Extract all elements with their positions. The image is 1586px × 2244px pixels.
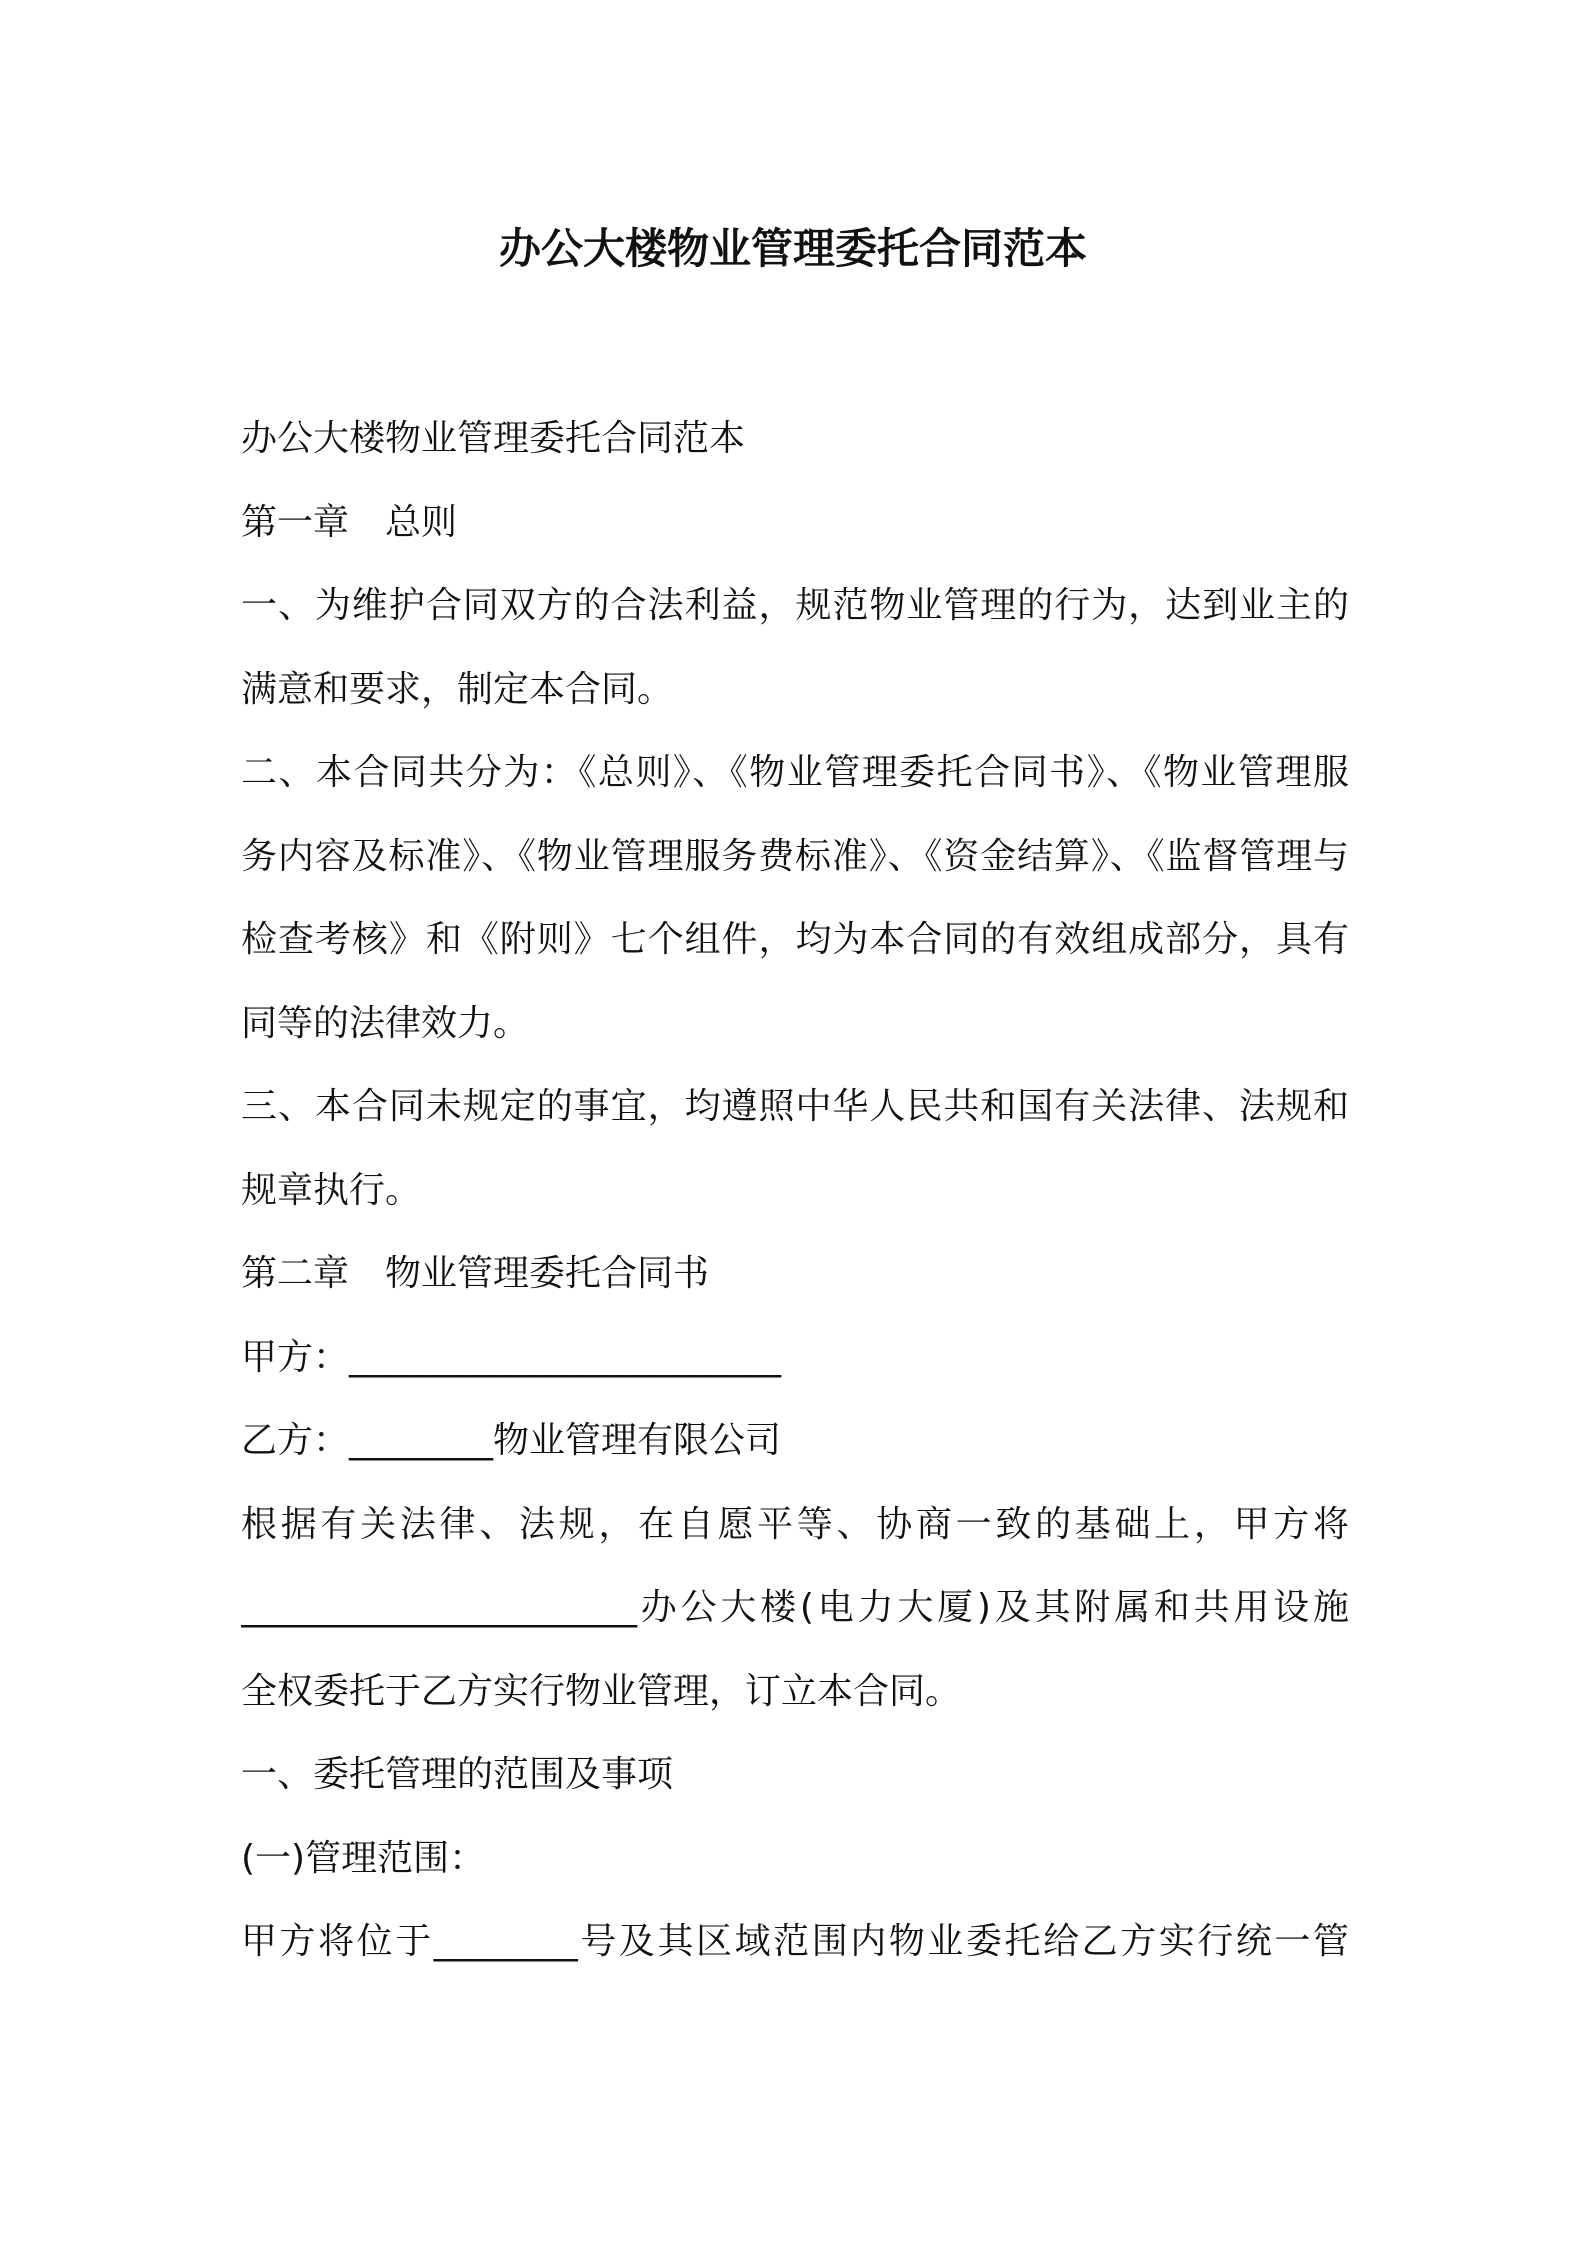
- document-line: 检查考核》和《附则》七个组件，均为本合同的有效组成部分，具有: [241, 919, 1349, 960]
- document-line: 甲方：________________________: [241, 1336, 782, 1378]
- document-line: 同等的法律效力。: [241, 1002, 530, 1044]
- document-line: 第二章 物业管理委托合同书: [241, 1253, 710, 1294]
- document-line: 全权委托于乙方实行物业管理，订立本合同。: [241, 1670, 962, 1712]
- document-line: 办公大楼物业管理委托合同范本: [241, 418, 746, 459]
- document-line: 第一章 总则: [241, 501, 458, 543]
- document-line: 根据有关法律、法规，在自愿平等、协商一致的基础上，甲方将: [241, 1503, 1349, 1545]
- document-line: 甲方将位于________号及其区域范围内物业委托给乙方实行统一管: [241, 1921, 1349, 1962]
- document-line: (一)管理范围：: [241, 1837, 486, 1879]
- document-line: 一、为维护合同双方的合法利益，规范物业管理的行为，达到业主的: [241, 585, 1349, 626]
- document-line: 三、本合同未规定的事宜，均遵照中华人民共和国有关法律、法规和: [241, 1086, 1349, 1127]
- document-line: 务内容及标准》、《物业管理服务费标准》、《资金结算》、《监督管理与: [241, 835, 1349, 877]
- document-line: 满意和要求，制定本合同。: [241, 668, 674, 710]
- document-line: 一、委托管理的范围及事项: [241, 1754, 674, 1795]
- document-body: [241, 397, 1349, 1984]
- document-line: 二、本合同共分为：《总则》、《物业管理委托合同书》、《物业管理服: [241, 752, 1349, 793]
- document-line: 乙方：________物业管理有限公司: [241, 1420, 782, 1461]
- document-title: 办公大楼物业管理委托合同范本: [498, 224, 1087, 273]
- document-line: 规章执行。: [241, 1169, 422, 1211]
- document-line: ______________________办公大楼(电力大厦)及其附属和共用设施: [241, 1587, 1349, 1628]
